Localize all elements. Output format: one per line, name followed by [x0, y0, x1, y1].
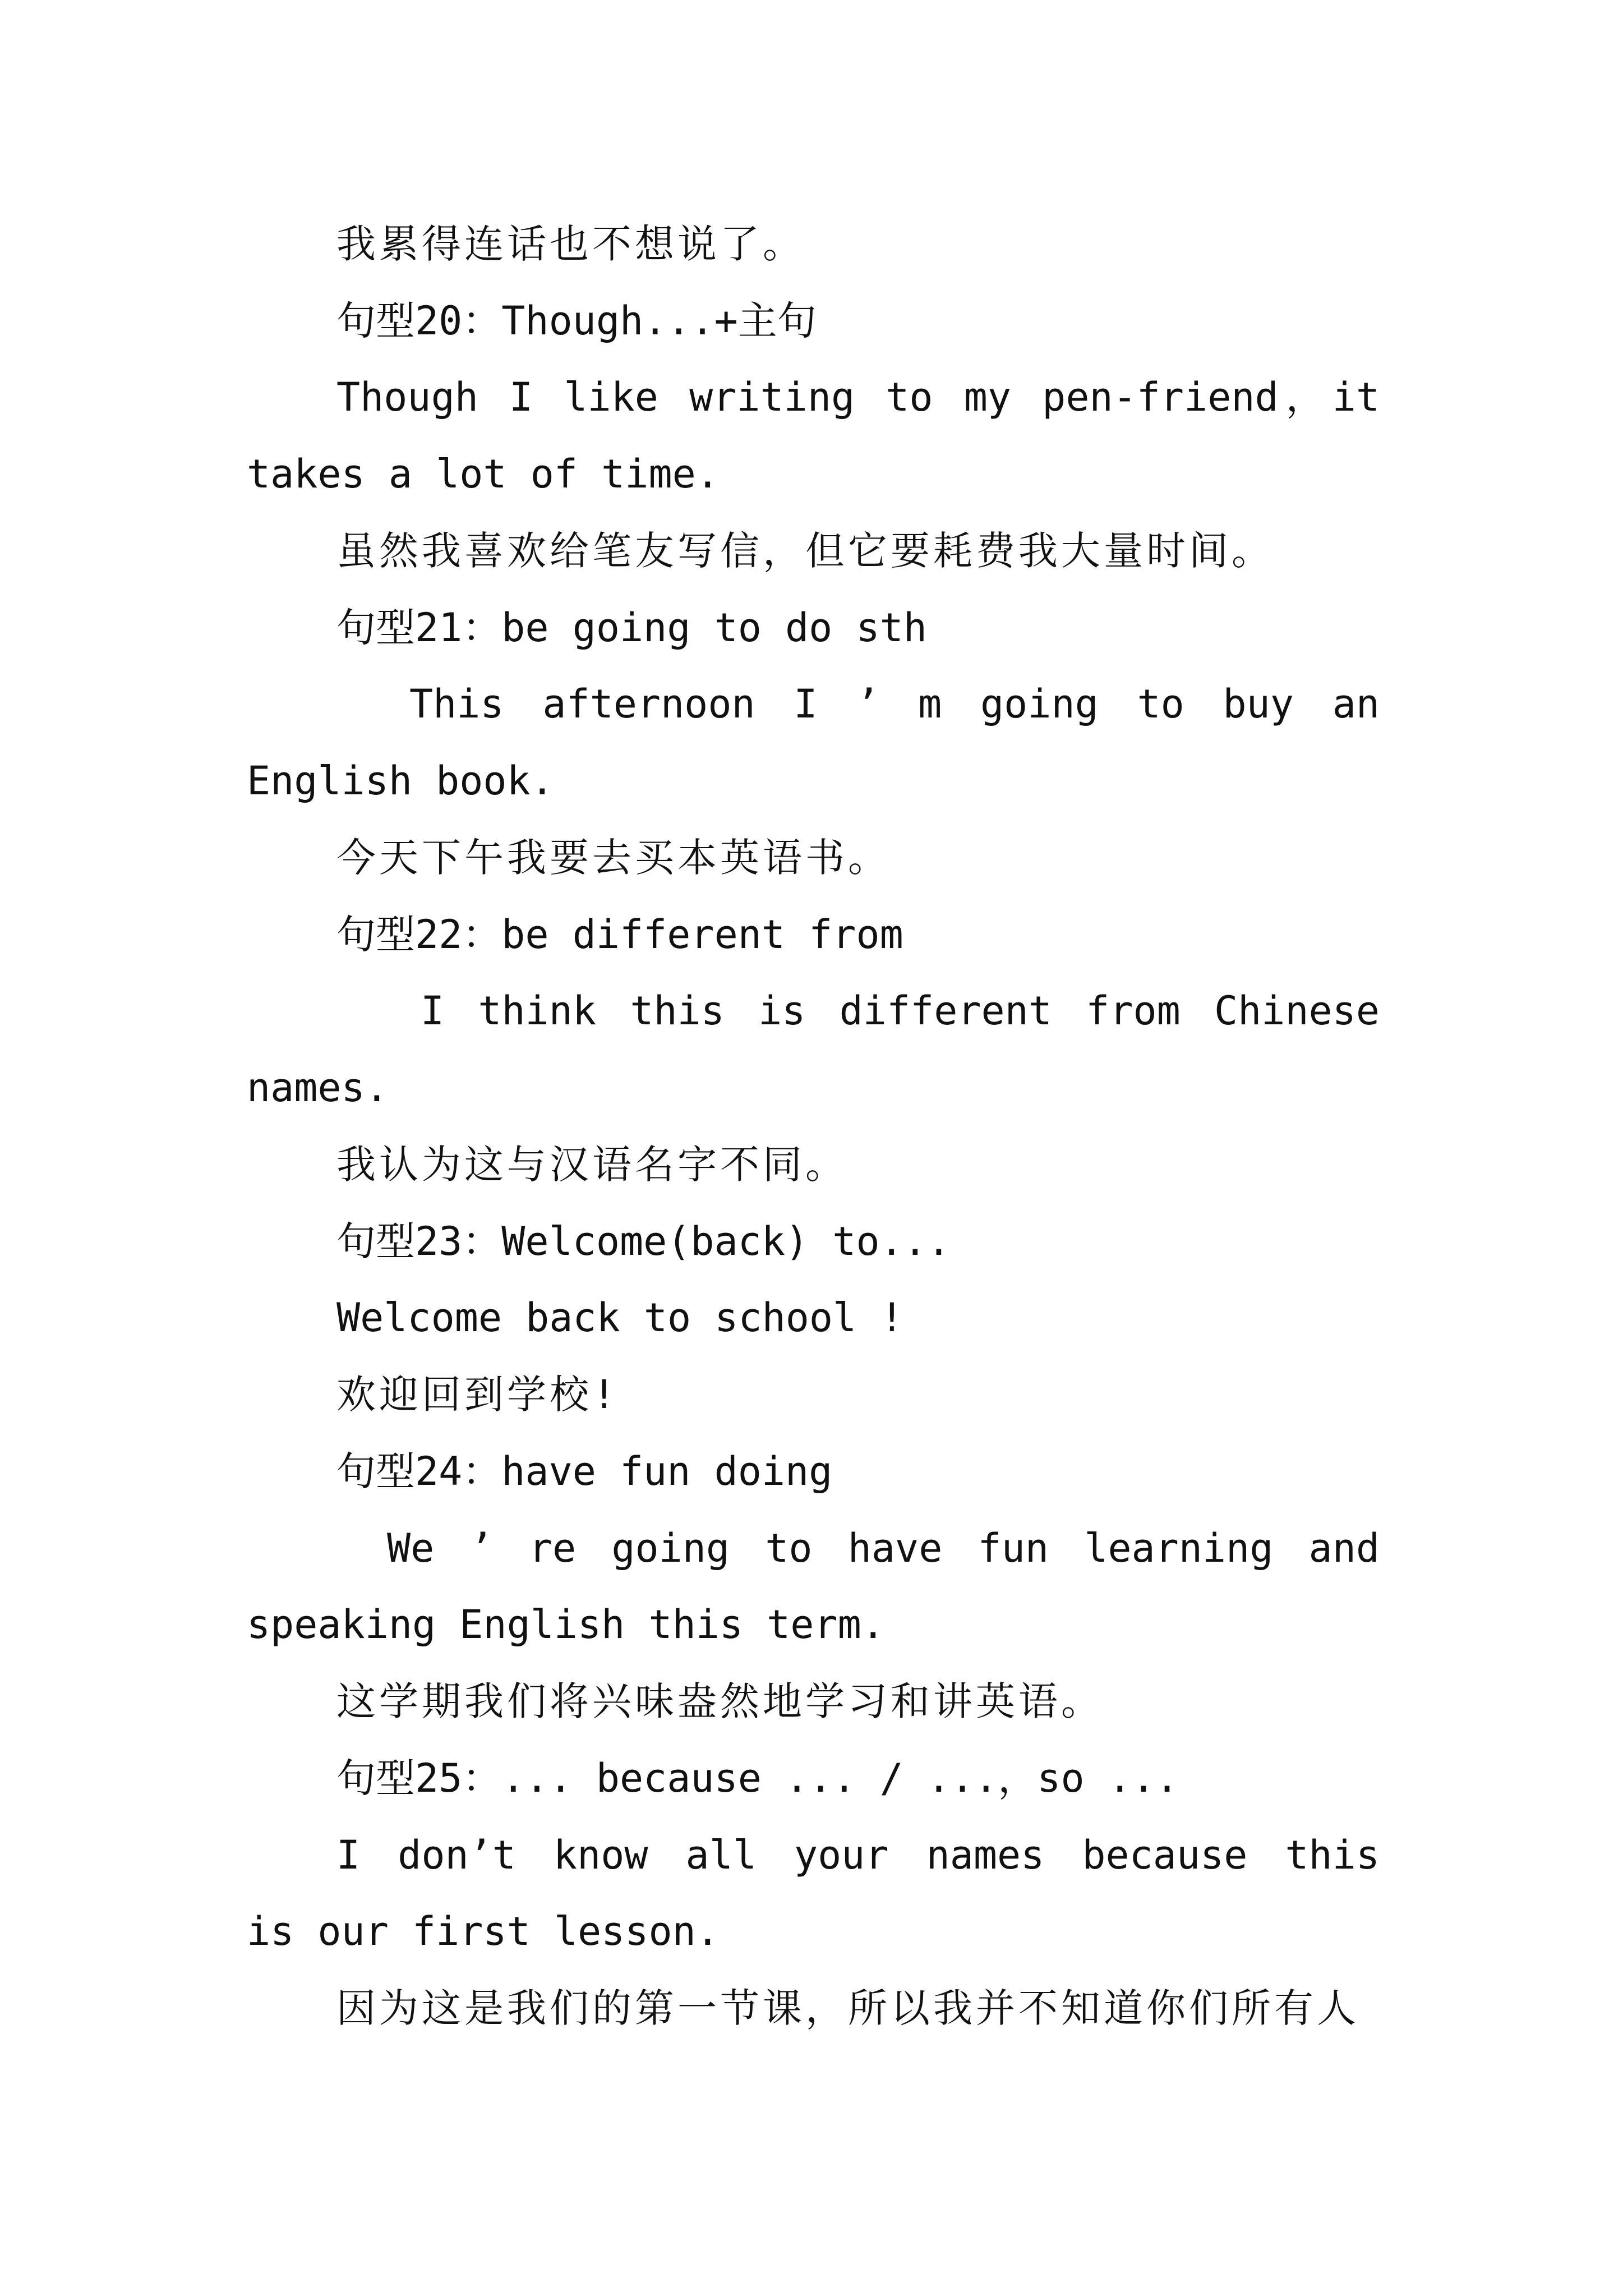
example-sentence: names.	[247, 1065, 389, 1111]
sentence-pattern-heading: 句型23：Welcome(back) to...	[336, 1218, 951, 1264]
example-sentence: English book.	[247, 758, 554, 804]
translation-line: 因为这是我们的第一节课，所以我并不知道你们所有人	[336, 1985, 1359, 2031]
example-sentence: I think this is different from Chinese	[421, 988, 1380, 1034]
translation-line: 欢迎回到学校!	[336, 1372, 620, 1418]
translation-line: 这学期我们将兴味盎然地学习和讲英语。	[336, 1678, 1104, 1724]
sentence-pattern-heading: 句型21：be going to do sth	[336, 605, 927, 651]
sentence-pattern-heading: 句型24：have fun doing	[336, 1448, 833, 1494]
translation-line: 虽然我喜欢给笔友写信，但它要耗费我大量时间。	[336, 528, 1274, 574]
example-sentence: speaking English this term.	[247, 1602, 885, 1648]
example-sentence: This afternoon I ’ m going to buy an	[409, 681, 1380, 727]
example-sentence: takes a lot of time.	[247, 451, 720, 497]
sentence-pattern-heading: 句型20：Though...+主句	[336, 298, 817, 344]
example-sentence: Welcome back to school !	[336, 1295, 904, 1341]
translation-line: 今天下午我要去买本英语书。	[336, 835, 891, 881]
example-sentence: We ’ re going to have fun learning and	[387, 1525, 1380, 1571]
example-sentence: is our first lesson.	[247, 1908, 720, 1954]
translation-line: 我认为这与汉语名字不同。	[336, 1142, 848, 1188]
example-sentence: Though I like writing to my pen-friend，it	[336, 374, 1380, 420]
sentence-pattern-heading: 句型25：... because ... / ...，so ...	[336, 1755, 1179, 1801]
text-line: 我累得连话也不想说了。	[336, 221, 805, 267]
example-sentence: I don’t know all your names because this	[336, 1832, 1380, 1878]
sentence-pattern-heading: 句型22：be different from	[336, 912, 903, 958]
